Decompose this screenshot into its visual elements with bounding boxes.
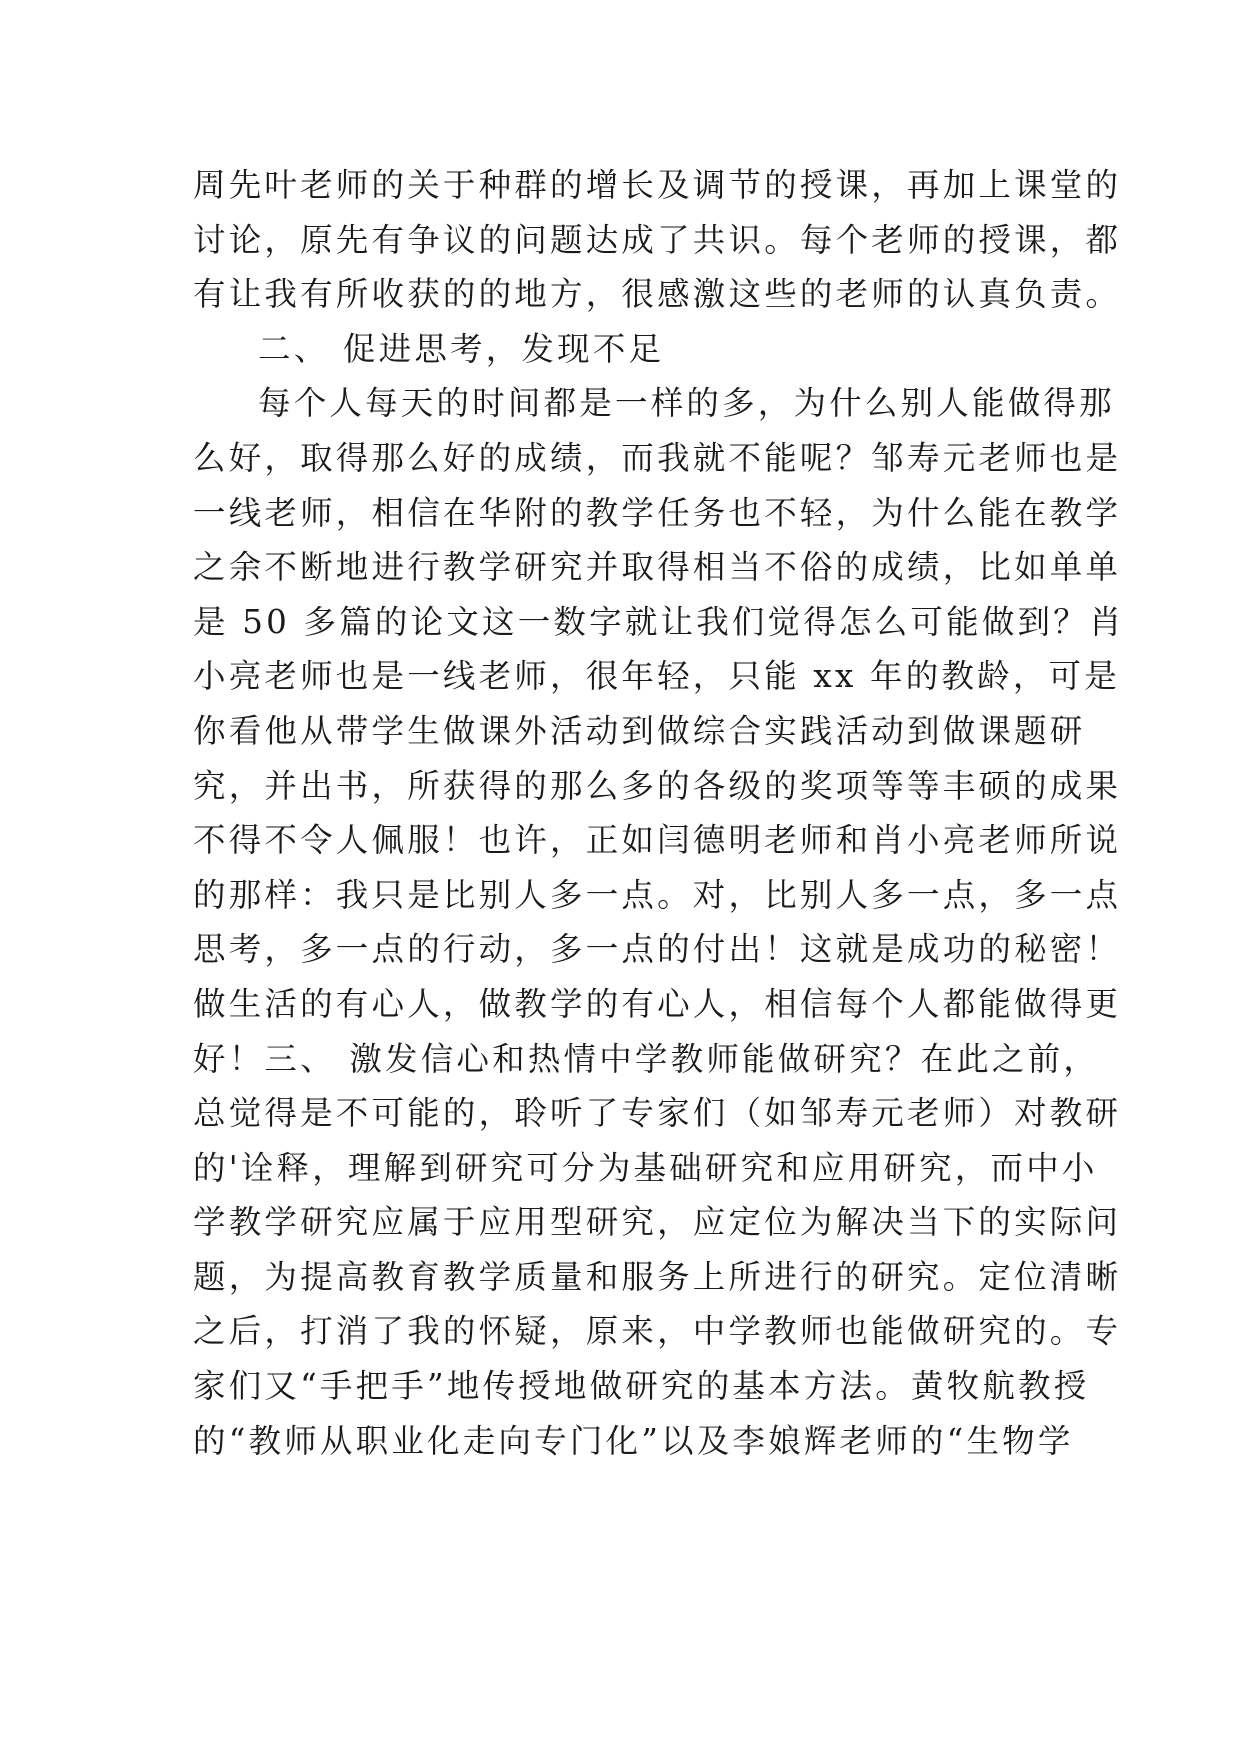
text-line: 之后，打消了我的怀疑，原来，中学教师也能做研究的。专 [193, 1312, 1122, 1351]
text-line: 究，并出书，所获得的那么多的各级的奖项等等丰硕的成果 [193, 766, 1122, 805]
text-line: 的'诠释，理解到研究可分为基础研究和应用研究，而中小 [193, 1148, 1098, 1187]
text-line: 么好，取得那么好的成绩，而我就不能呢？邹寿元老师也是 [193, 438, 1122, 477]
text-line: 好！三、 激发信心和热情中学教师能做研究？在此之前， [193, 1039, 1100, 1078]
text-line: 有让我有所收获的的地方，很感激这些的老师的认真负责。 [193, 275, 1122, 314]
text-line: 是 50 多篇的论文这一数字就让我们觉得怎么可能做到？肖 [193, 602, 1125, 641]
text-line: 不得不令人佩服！也许，正如闫德明老师和肖小亮老师所说 [193, 821, 1122, 860]
text-line: 讨论，原先有争议的问题达成了共识。每个老师的授课，都 [193, 220, 1122, 259]
text-line: 一线老师，相信在华附的教学任务也不轻，为什么能在教学 [193, 493, 1122, 532]
text-line: 之余不断地进行教学研究并取得相当不俗的成绩，比如单单 [193, 548, 1122, 587]
text-line: 每个人每天的时间都是一样的多，为什么别人能做得那 [258, 384, 1115, 423]
text-line: 思考，多一点的行动，多一点的付出！这就是成功的秘密！ [193, 930, 1122, 969]
text-line: 做生活的有心人，做教学的有心人，相信每个人都能做得更 [193, 984, 1122, 1023]
text-line: 你看他从带学生做课外活动到做综合实践活动到做课题研 [193, 711, 1086, 750]
section-heading: 二、 促进思考，发现不足 [258, 329, 665, 368]
text-line: 总觉得是不可能的，聆听了专家们（如邹寿元老师）对教研 [193, 1094, 1122, 1133]
text-line: 家们又“手把手”地传授地做研究的基本方法。黄牧航教授 [193, 1367, 1090, 1406]
text-line: 题，为提高教育教学质量和服务上所进行的研究。定位清晰 [193, 1257, 1122, 1296]
text-line: 的“教师从职业化走向专门化”以及李娘辉老师的“生物学 [193, 1421, 1074, 1460]
body-text [193, 158, 1125, 1468]
text-line: 周先叶老师的关于种群的增长及调节的授课，再加上课堂的 [193, 166, 1122, 204]
text-line: 的那样：我只是比别人多一点。对，比别人多一点，多一点 [193, 875, 1122, 914]
text-line: 学教学研究应属于应用型研究，应定位为解决当下的实际问 [193, 1203, 1122, 1242]
text-line: 小亮老师也是一线老师，很年轻，只能 xx 年的教龄，可是 [193, 657, 1120, 696]
